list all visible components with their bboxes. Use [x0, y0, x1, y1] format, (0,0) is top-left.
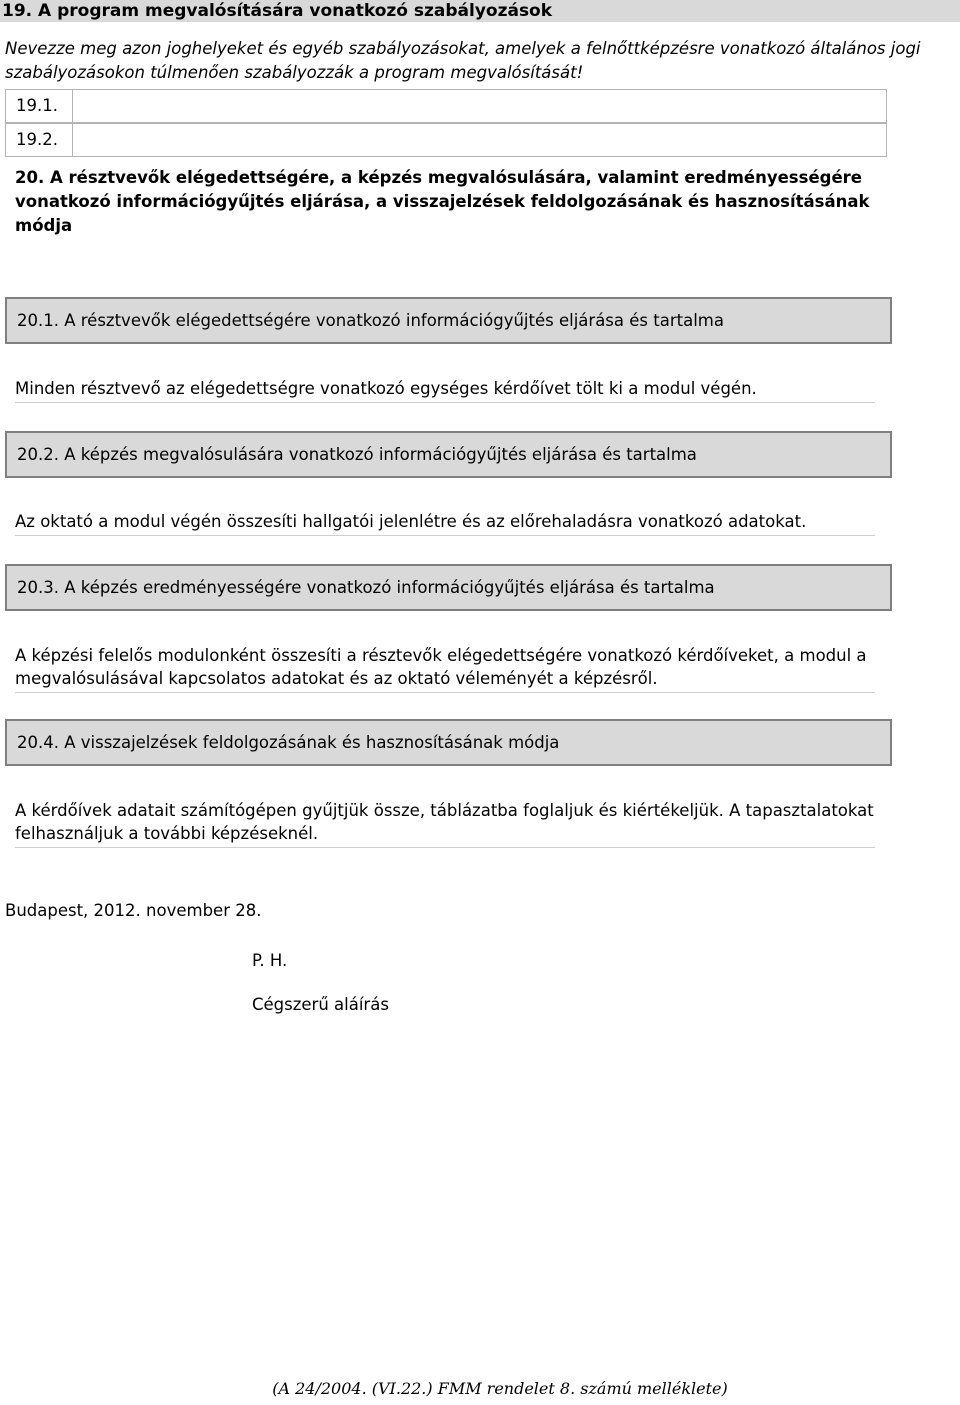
section-19-instruction: Nevezze meg azon joghelyeket és egyéb szabályozásokat, amelyek a felnőttképzésre vonatkozó általános jogi szabályozásokon túlmenően szabályozzák a program megvalósítását! — [5, 39, 921, 82]
signature-label: Cégszerű aláírás — [252, 995, 389, 1014]
place-and-date: Budapest, 2012. november 28. — [5, 901, 262, 920]
subsection-20-3-answer: A képzési felelős modulonként összesíti a résztevők elégedettségére vonatkozó kérdőíveket, a modul a megvalósulásával kapcsolatos adatokat és az oktató véleményét a képzésről. — [15, 644, 875, 693]
stamp-placeholder: P. H. — [252, 951, 288, 970]
subsection-20-2-answer: Az oktató a modul végén összesíti hallgatói jelenlétre és az előrehaladásra vonatkozó adatokat. — [15, 510, 875, 536]
subsection-20-4-answer: A kérdőívek adatait számítógépen gyűjtjük össze, táblázatba foglaljuk és kiértékeljük. A tapasztalatokat felhasználjuk a további képzéseknél. — [15, 799, 875, 848]
section-20-heading: 20. A résztvevők elégedettségére, a képzés megvalósulására, valamint eredményességére vonatkozó információgyűjtés eljárása, a visszajelzések feldolgozásának és hasznosításának módja — [15, 168, 870, 235]
regulation-row-label: 19.2. — [6, 124, 73, 156]
subsection-20-1-answer: Minden résztvevő az elégedettségre vonatkozó egységes kérdőívet tölt ki a modul végén. — [15, 377, 875, 403]
subsection-20-3-heading: 20.3. A képzés eredményességére vonatkozó információgyűjtés eljárása és tartalma — [5, 564, 892, 611]
document-footer: (A 24/2004. (VI.22.) FMM rendelet 8. számú melléklete) — [272, 1379, 728, 1398]
subsection-20-4-heading: 20.4. A visszajelzések feldolgozásának és hasznosításának módja — [5, 719, 892, 766]
section-19-heading: 19. A program megvalósítására vonatkozó szabályozások — [0, 0, 960, 22]
regulation-row-19-2 — [5, 123, 887, 157]
regulation-row-label: 19.1. — [6, 90, 73, 122]
subsection-20-2-heading: 20.2. A képzés megvalósulására vonatkozó információgyűjtés eljárása és tartalma — [5, 431, 892, 478]
subsection-20-1-heading: 20.1. A résztvevők elégedettségére vonatkozó információgyűjtés eljárása és tartalma — [5, 297, 892, 344]
regulation-row-19-1 — [5, 89, 887, 123]
